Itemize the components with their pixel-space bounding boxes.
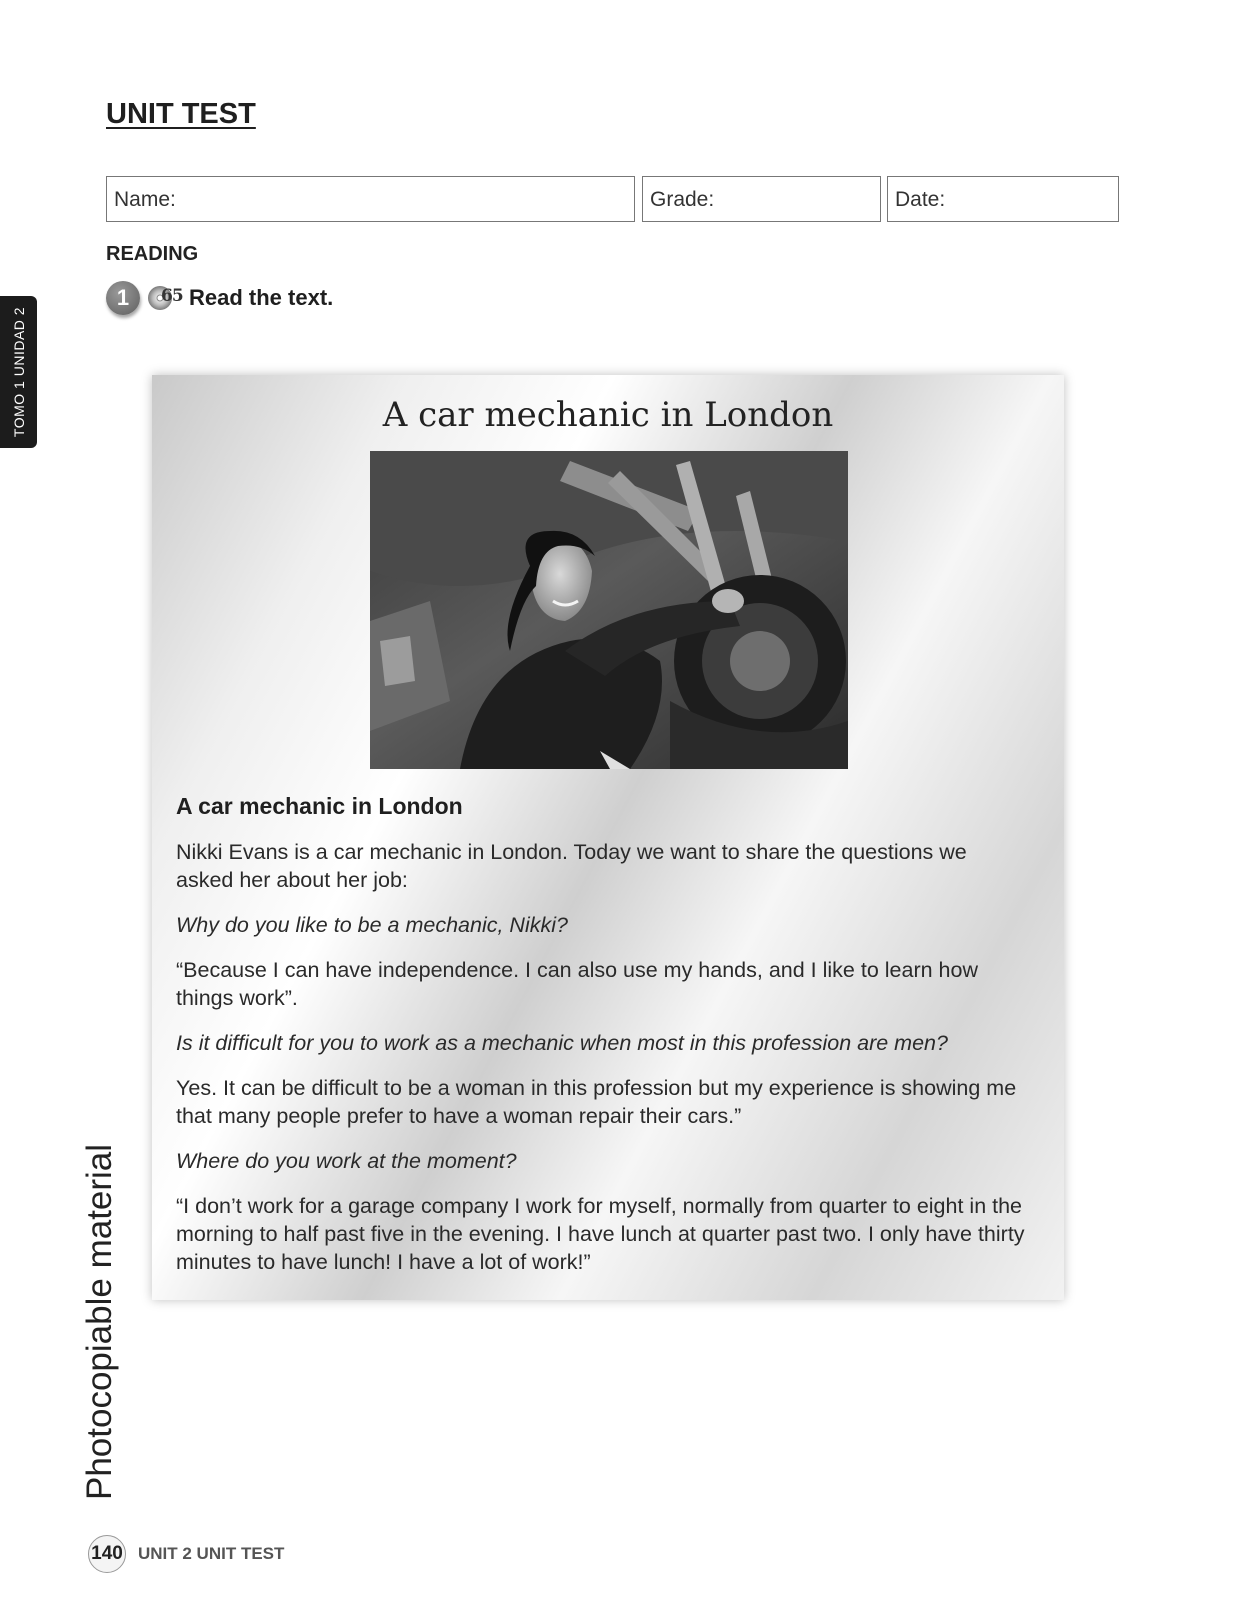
audio-cd-icon xyxy=(147,283,183,313)
interview-question: Where do you work at the moment? xyxy=(176,1149,517,1173)
interview-answer: “Because I can have independence. I can also use my hands, and I like to learn how things work”. xyxy=(176,958,978,1010)
article-body xyxy=(176,838,1026,1293)
unit-test-title: UNIT TEST xyxy=(106,98,256,130)
panel-title: A car mechanic in London xyxy=(382,395,834,435)
volume-unit-tab xyxy=(0,296,37,448)
article-heading: A car mechanic in London xyxy=(176,793,463,819)
page-number: 140 xyxy=(88,1535,126,1573)
page-footer xyxy=(88,1535,284,1573)
date-field[interactable] xyxy=(887,176,1119,222)
interview-question: Is it difficult for you to work as a mechanic when most in this profession are men? xyxy=(176,1031,948,1055)
article-paragraph: Nikki Evans is a car mechanic in London. Today we want to share the questions we asked her about her job: xyxy=(176,840,967,892)
volume-unit-label: TOMO 1 UNIDAD 2 xyxy=(10,306,27,438)
grade-field[interactable] xyxy=(642,176,881,222)
reading-panel xyxy=(152,375,1064,1300)
footer-text: UNIT 2 UNIT TEST xyxy=(138,1544,285,1563)
name-field[interactable] xyxy=(106,176,635,222)
instruction-text: Read the text. xyxy=(189,285,334,310)
name-label: Name: xyxy=(114,188,176,211)
audio-track-number: 65 xyxy=(161,286,183,306)
mechanic-photo xyxy=(370,451,848,769)
interview-answer: Yes. It can be difficult to be a woman in this profession but my experience is showing me that many people prefer to have a woman repair their cars.” xyxy=(176,1076,1017,1128)
task-instruction xyxy=(106,280,333,316)
date-label: Date: xyxy=(895,188,946,211)
task-number-badge: 1 xyxy=(106,281,140,315)
photocopiable-label: Photocopiable material xyxy=(80,1143,119,1500)
interview-question: Why do you like to be a mechanic, Nikki? xyxy=(176,913,568,937)
grade-label: Grade: xyxy=(650,188,715,211)
section-label: READING xyxy=(106,243,199,265)
interview-answer: “I don’t work for a garage company I work for myself, normally from quarter to eight in the morning to half past five in the evening. I have lunch at quarter past two. I only have thirty minutes to have lunch! I have a lot of work!” xyxy=(176,1194,1025,1274)
